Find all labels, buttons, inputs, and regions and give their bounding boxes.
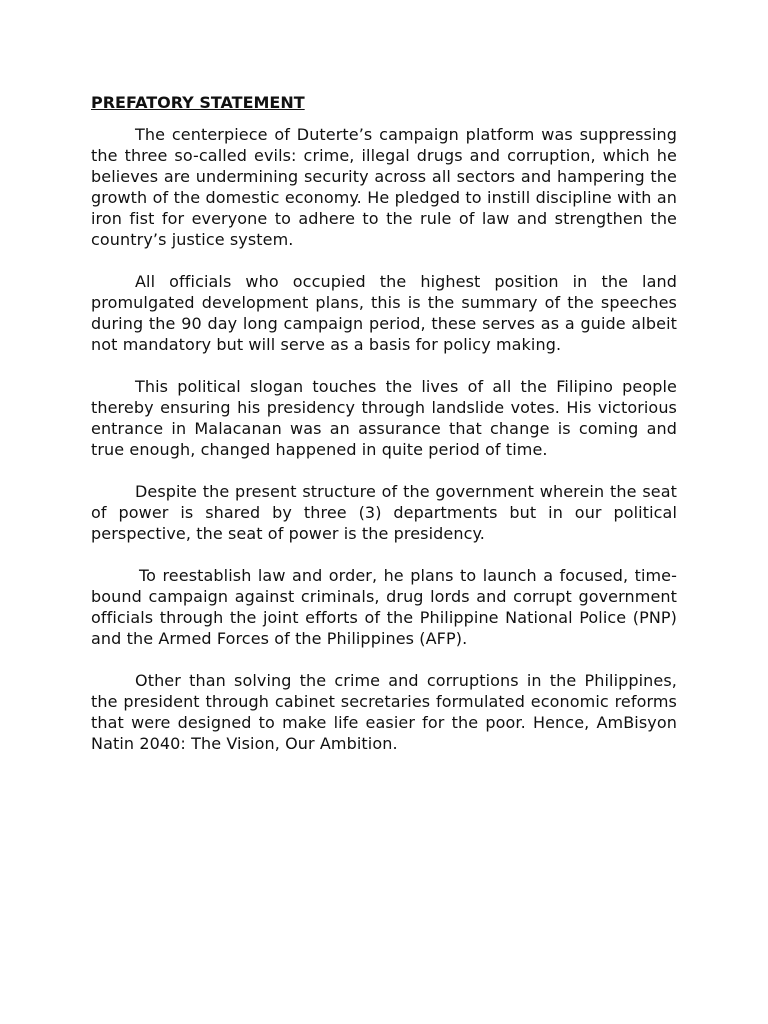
- paragraph-economic-reforms: Other than solving the crime and corruptions in the Philippines, the president through cabinet secretaries formulated economic reforms that were designed to make life easier for the poor. Hence, AmBisyon Natin 2040: The Vision, Our Ambition.: [91, 671, 677, 753]
- paragraph-development-plans: All officials who occupied the highest position in the land promulgated development plans, this is the summary of the speeches during the 90 day long campaign period, these serves as a guide albeit not mandatory but will serve as a basis for policy making.: [91, 272, 677, 354]
- paragraph-political-slogan: This political slogan touches the lives of all the Filipino people thereby ensuring his presidency through landslide votes. His victorious entrance in Malacanan was an assurance that change is coming and true enough, changed happened in quite period of time.: [91, 377, 677, 459]
- paragraph-campaign-platform: The centerpiece of Duterte’s campaign platform was suppressing the three so-called evils: crime, illegal drugs and corruption, which he believes are undermining security across all sectors and hampering the growth of the domestic economy. He pledged to instill discipline with an iron fist for everyone to adhere to the rule of law and strengthen the country’s justice system.: [91, 125, 677, 249]
- document-heading: PREFATORY STATEMENT: [91, 93, 305, 112]
- paragraph-law-and-order: To reestablish law and order, he plans to launch a focused, time-bound campaign against criminals, drug lords and corrupt government officials through the joint efforts of the Philippine National Police (PNP) and the Armed Forces of the Philippines (AFP).: [91, 566, 677, 648]
- document-page: [91, 92, 677, 775]
- paragraph-seat-of-power: Despite the present structure of the government wherein the seat of power is shared by three (3) departments but in our political perspective, the seat of power is the presidency.: [91, 482, 677, 543]
